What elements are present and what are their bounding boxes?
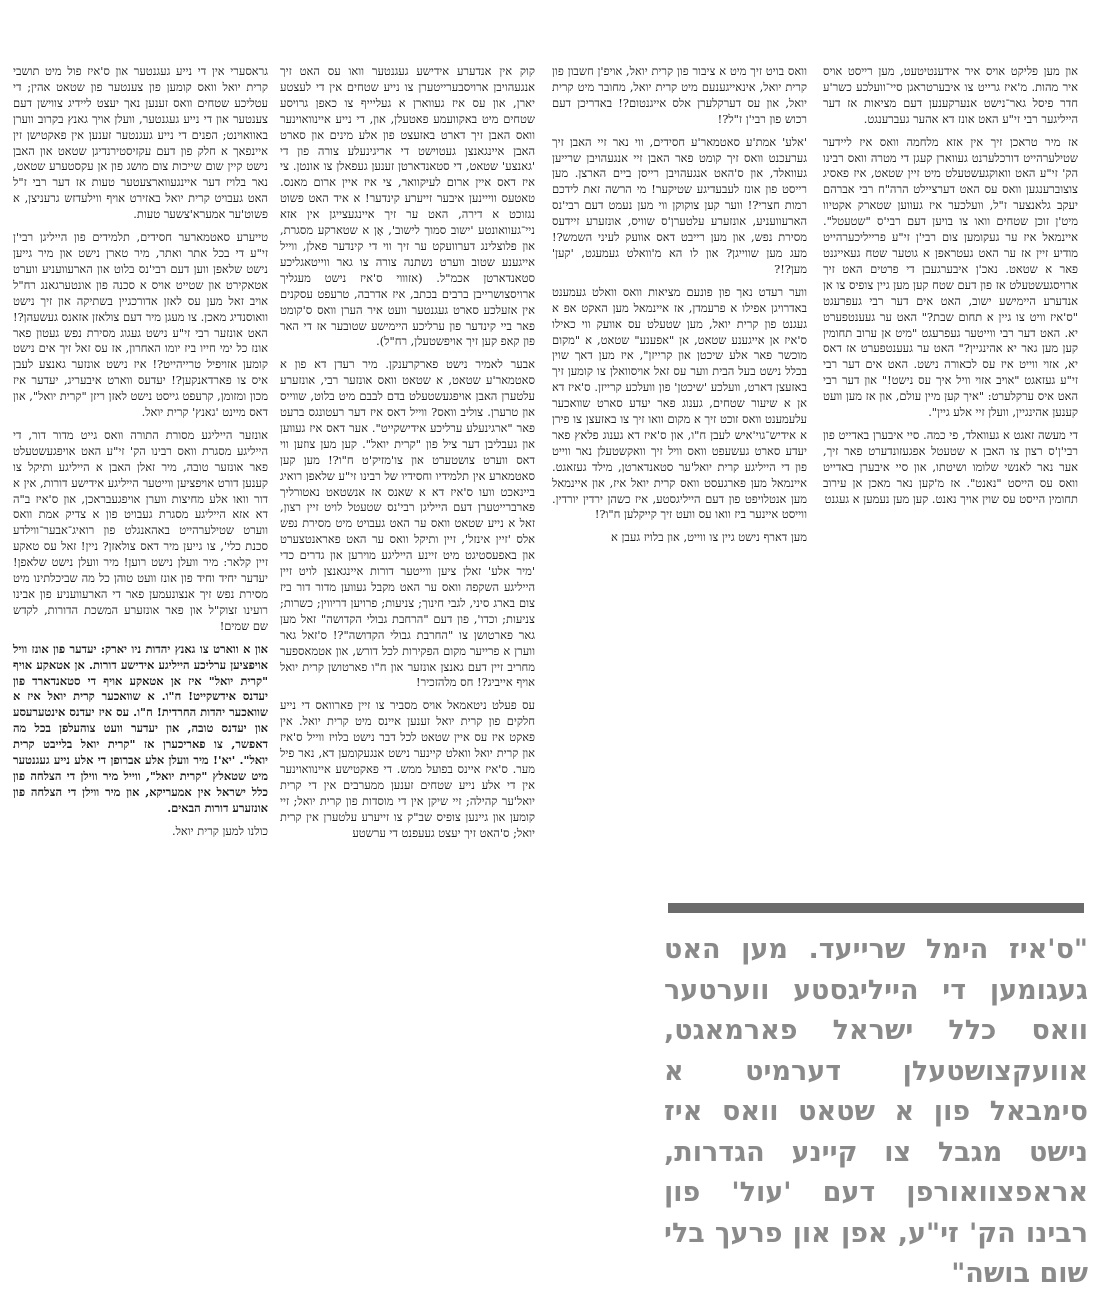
- paragraph: טייערע סאטמארער חסידים, תלמידים פון הייליגן רבי'ן זי"ע די בכל אתר ואתר, מיר טארן נישט און מיר גייען נישט שלאפן ווען דעם רבי'נס בלוט און הארעוועניע ווערט אטאקירט און שטייט אויס א סכנה פון אונטערגאנג רח"ל אויב זאל מען עס לאזן אדורכגיין בשתיקה און זיך נישט וואוסנדיג מאכן. צו מעגן מיר דעם צולאזן אזאנס געשעהן?! האט אונזער רבי זי"ע נישט געגוג מסירת נפש געטון פאר אונז כל ימי חייו ביז יומו האחרון, אז עס זאל זיך אים נישט קומען אזויפיל טרייהייט?! איז נישט אונזער גאנצע לעבן איס צו פארדאנקען?! יעדעס ווארט איבעריג, יעדער איז מכון ומזומן, קרעפט גייסט נישט לאזן ריזן "קרית יואל", און דאס מיינט 'גאנץ' קרית יואל.: [13, 230, 268, 420]
- paragraph: די מעשה זאגט א געוואלד, פי כמה. סיי איבערן באדייט פון רבי'ן'ס רצון צו האבן א שטעטל אפגעזונדערט פאר זיך, אער נאר לאנשי שלומו ושיטתו, און סיי איבערן באדייט וואס עס הייסט "נאנט". אז מ'קען נאר מאכן אן עירוב תחומין הייסט עס שוין אויך נאנט. קען מען נעמען א געגנט: [823, 427, 1078, 506]
- text-column-3: [280, 64, 535, 1264]
- text-column-1: [823, 64, 1078, 794]
- paragraph: אבער לאמיר נישט פארקרענקן. מיר רעדן דא פון א סאטמאר'ע שטאט, א שטאט וואס אונזער רבי, אונזערע עלטערן האבן אויפגעשטעלט בדם לבבם מיט בלוט, שווייס און טרערן. צוליב וואס? ווייל דאס איז דער רעטונגס ברעט פאר "ארגינעלע ערליכע אידישקייט". אער דאס איז געווען און געבליבן דער ציל פון "קרית יואל". קען מען צוזען ווי דאס ווערט צושטערט און צו'מזיק'ט ח"ו?! מען קען סאטמארע אין תלמידיו וחסידיו של רבינו זי"ע שלאפן רואיג ביינאכט וועו ס'איז דא א שאנס אז אנשטאט נאטורליך פארברייטערן דעם הייליגן רבי'נס שטעטל לויט זיין רצון, זאל א נייע שטאט וואס ער האט געבויט מיט מסירת נפש אלס 'זיין אינזל', זיין ותיקל וואס ער האט פאראנטצערט און באפעסטיגט מיט זיינע הייליגע מוירען און גדרים כדי 'מיר אלע' זאלן ציען ווייטער דורות איינגאנצן לויט זיין הייליגע השקפה וואס ער האט מקבל געווען מדור דור ביז צום בארג סיני, לגבי חינוך; צניעות; פרויען דריווין; כשרות; צניעות; וכדו', פון דעם "הרחבת גבולי הקדושה" זאל מען גאר פארטושן צו "החרבת גבולי הקדושה"?! ס'זאל גאר ווערן א פרייער מקום הפקירות לכל דורש, און אטמאספער מחריב זיין דעם גאנצן אונזער און ח"ו פארטושן קרית יואל אויף אייביג?! חס מלהזכיר!: [280, 357, 535, 690]
- paragraph: און מען פליקט אויס איר אידענטיטעט, מען רייסט אויס איר מהות. מ'איז גרייט צו איבערטראגן סיי־וועלכע כשר'ע חדר פיסל גאר־נישט אנערקענען דעם מציאות אז דער הייליגער רבי זי"ע האט אונז דא אהער געברענגט.: [823, 64, 1078, 126]
- paragraph: גראסערי אין די נייע געגנטער און ס'איז פול מיט תושבי קרית יואל וואס קומען פון צענטער פון שטאט אהין; די עטליכע שטחים וואס זענען נאך יעצט ליידיג צווישן דעם צענטער און די נייע געגנטער, וועלן אויך גאנץ בקרוב ווערן באוואוינט; הפנים די נייע געגנטער זענען אין פאקטישן זין איינפאך א חלק פון דעם עקזיסטירנדיגן שטאט און האבן נישט קיין שום שייכות צום מושג פון אן עקסטערע שטאט, נאר בלויז דער איינגעווארצעטער טעות אז דער רבי ז"ל האט געבויט קרית יואל באזירט אויף ווילעדזש גרעניצן, א פשוט'ער אמערא'צשער טעות.: [13, 64, 268, 222]
- text-column-4: [13, 64, 268, 1264]
- paragraph: ווער רעדט נאך פון פונעם מציאות וואס וואלט געמענט באדרויגן אפילו א פרעמדן, אז איינמאל מען האקט אפ א געגנט פון קרית יואל, מען שטעלט עס אוועק ווי כאילו ס'איז אן אייגענע שטאט, אן "אפענע" שטאט, א "מקום מוכשר פאר אלע שיכטן און קרייזן", איז מען דאך שוין בכלל נישט בעל הבית ווער עס זאל אויסוואלן צו קומען זיך באזעצן דארט, וועלכע 'שיכטן' פון וועלכע קרייזן. ס'איז דא אן א שיעור שטחים, גענוג פאר יעדע סארט שוואכער עלעמענט וואס זוכט זיך א מקום וואו זיך צו באזעצן צו פירן א אידיש־גוי'איש לעבן ח"ו, און ס'איז דא גענוג פלאץ פאר יעדע סארט געשעפט וואס וויל זיך וואקשטעלן נאר ווייט פון די הייליגע קרית יואל'ער סטאנדארטן, מילד געזאגט. איינמאל מען פארגעסט וואס קרית יואל איז, און איינמאל מען אנטלויפט פון דעם הייליגסטע, איז כשהן ירדין יורדין. ווייסט איינער ביז וואו עס וועט זיך קייקלען ח"ו?!: [552, 284, 807, 522]
- closing-line: כולנו למען קרית יואל.: [171, 823, 268, 838]
- paragraph: וואס בויט זיך מיט א ציבור פון קרית יואל, אויפ'ן חשבון פון קרית יואל, אינאייגענעם מיט קרית יואל, מחובר מיט קרית יואל, און עס דערקלערן אלס אייגנטום?! באדריכן דעם רכוש פון רבי'ן ז"ל?!: [552, 64, 807, 126]
- bold-paragraph: און א ווארט צו גאנץ יהדות ניו יארק: יעדער פון אונז וויל אויפציען ערליכע הייליגע אידישע דורות. אן אטאקע אויף "קרית יואל" איז אן אטאקע אויף די סטאנדארד פון יעדנס אידשקייט! ח"ו. א שוואכער קרית יואל איז א שוואכער יהדות החרדית! ח"ו. עס איז יעדנס אינטערעסע און יעדנס טובה, און יעדער וועט צוהעלפן בכל מה דאפשר, צו פאריכערן אז "קרית יואל בלייבט קרית יואל". 'יא'! מיר וועלן אלע אברופן די אלע נייע געגנטער מיט שטאלץ "קרית יואל", ווייל מיר ווילן די הצלחה פון כלל ישראל אין אמעריקא, און מיר ווילן די הצלחה פון אונזערע דורות הבאים.: [13, 641, 268, 815]
- pull-quote: "ס'איז הימל שרייעד. מען האט געגומען די הייליגסטע ווערטער וואס כלל ישראל פארמאגט, אוועקצושטעלן דערמיט א סימבאל פון א שטאט וואס איז נישט מגבל צו קיינע הגדרות, אראפצוואורפן דעם 'עול' פון רבינו הק' זי"ע, אפן און פרעך בלי שום בושה": [664, 934, 1088, 1289]
- paragraph: קוק אין אנדערע אידישע געגנטער וואו עס האט זיך אנגעהויבן ארויסבערייטערן צו נייע שטחים אין די לעצטע יארן, און עס איז געווארן א געליייף צו כאפן גרויסע שטחים מיט באקוועמע פאטעלן, און, די נייע איינוואוינער וואס האבן זיך דארט באזעצט פון אלע מינים און סארט האבן איינגאנצן געטוישט די אריגינעלע צורה פון די 'גאנצע' שטאט, די סטאנדארטן זענען געפאלן צו אונטן. צי איז דאס איין ארום לעיקוואר, צי איז איין ארום מאנס. טאטעס ווייינען איבער זייערע קינדער! א איד האט פשוט נגזוכט א דירה, האט ער זיך איינגעצייגן אין אזא ניי־געוואונטע 'ישוב סמוך לישוב', אָן א שטארקע מסגרת, און פלוצלינג דערוועקט ער זיך ווי די קינדער פאלן, ווייל אייגענע שטוב ווערט נשתנה צורה צו גאר ווייטאגליכע סטאנדארטן אכמ"ל. (אזוווי ס'איז נישט מעגליך ארויסצושרייבן ברבים בכתב, איז אדרבה, טרעפט עסקנים אין אזעלכע סארט געגנטער וועט איר הערן וואס ס'קומט פאר ביי קינדער פון ערליכע היימישע שטובער אז די האר פון קאפ קען זיך אויפשטעלן, רח"ל).: [280, 64, 535, 349]
- paragraph: אונזער הייליגע מסורת התורה וואס גייט מדור דור, די הייליגע מסגרת וואס רבינו הק' זי"ע האט אויפגעשטעלט פאר אונזער טובה, מיר זאלן האבן א הייליגע ותיקל צו קענען דורט אויפציען ווייטער הייליגע אידישע דורות, אין א דור וואו אלע מחיצות ווערן אויפגעבראכן, און ס'איז ב"ה דא אזא הייליגע מסגרת געבויט פון א צדיק אמת וואס ווערט שטילערהייט באהאנגלט פון רואיג־אבער־ווילדע סכנת כלי', צו גייען מיר דאס צולאזן? ניין! זאל עס טאקע זיין קלאר: מיר וועלן נישט רוען! מיר וועלן נישט שלאפן! יעדער יחיד וחיד פון אונז וועט טוהן כל מה שביכלתינו מיט מסירת נפש זיך אנצונעמען פאר די הארעוועניע פון אבינו רועינו זצוק"ל און פאר אונזערע המשכת הדורות, לקדש שם שמים!: [13, 427, 268, 633]
- text-column-2: [552, 64, 807, 794]
- paragraph: אז מיר טראכן זיך אין אזא מלחמה וואס איז ליידער שטילערהייט דורכלערנט געווארן קעגן די מטרה וואס רבינו הק' זי"ע האט וואוקגעשטעלט מיט זיין שטאט, איז פאסיג צוצוברענגען וואס עס האט דערציילט הרה"ח רבי אברהם יעקב גלאנצער ז"ל, וועלכער איז געווען שטארק אקטיוו מיט'ן זוכן שטחים וואו צו בויען דעם רבי'ס "שטעטל". איינמאל איז ער געקומען צום רבי'ן זי"ע פרייליכערהייט מודיע זיין אז ער האט געטראפן א גוטער שטח געאייגנט פאר א שטאט. נאכ'ן איבערגעבן די פרטים האט זיך ארויסגעשטעלט אז פון דעם שטח קען מען גיין צופיס צו אן אנדערע היימישע ישוב, האט אים דער רבי געפרעגט "ס'איז וויט צו גיין א תחום שבת?" האט ער געענטפערט יא. האט דער רבי ווייטער געפרעגט "מיט אן ערוב תחומין קען מען גאר יא אהינגיין?" האט ער געענטפערט אז דאס יא, אזוי ווייט איז עס לכאורה נישט. האט אים דער רבי זי"ע געזאגט "אויב אזוי וויל איך עס נישט!" און דער רבי האט איס ערקלערט: "איך קען מיין עולם, און אז מען וועט קענען אהינגיין, וועלן זיי אלע גיין".: [823, 134, 1078, 420]
- paragraph: עס פעלט ניטאמאל אויס מסביר צו זיין פארוואס די נייע חלקים פון קרית יואל זענען איינס מיט קרית יואל. אין פאקט איז עס איין שטאט לכל דבר נישט בלויז ווייל ס'איז און קרית יואל וואלט קיינער נישט אנגעקומען דא, נאר פיל מער. ס'איז איינס בפועל ממש. די פאקטישע איינוואוינער אין די אלע נייע שטחים זענען ממערבים אין די קרית יואל'ער קהילה; זיי שיקן אין די מוסדות פון קרית יואל; זיי קומען און גיינען צופיס שב"ק צו זייערע עלטערן אין קרית יואל; ס'האט זיך יעצט געעפנט די ערשטע: [280, 698, 535, 840]
- paragraph: מען דארף נישט גיין צו ווייט, און בלויז געבן א: [611, 530, 807, 545]
- pull-quote-rule: [668, 903, 1084, 913]
- paragraph: 'אלע' אמת'ע סאטמאר'ע חסידים, ווי נאר זיי האבן זיך גערעכנט וואס זיך קומט פאר האבן זיי אנגעהויבן שרייען געוואלד, און ס'האט אנגעהויבן רייסן ביים הארצן. מען רייסט פון אונז לעבעדיגע שטיקער! מי הרשה זאת לידכם רמות חצרי?! ווער קען צוקוקן ווי מען נעמט דעם רבי'נס הארעוועניע, אונזערע עלטערן'ס שוויס, אונזערע זיידעס מסירת נפש, און מען רייבט דאס אוועק לעיני השמש?! מעג מען שווייגן? און לו הא מ'וואלט געמעגט, 'קען' מען?!?: [552, 134, 807, 276]
